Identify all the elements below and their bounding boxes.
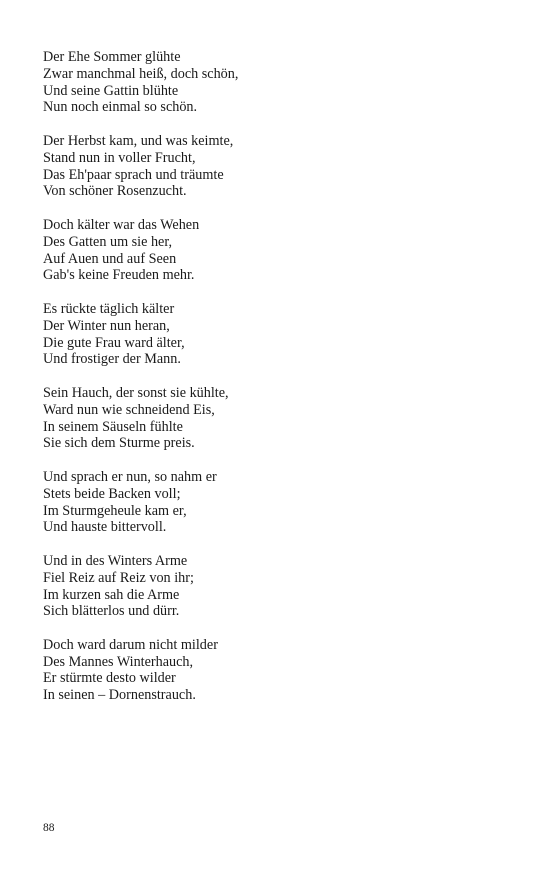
poem-line: Und sprach er nun, so nahm er: [43, 468, 217, 485]
stanza: [43, 469, 503, 536]
stanza: [43, 637, 503, 704]
stanza: [43, 217, 503, 284]
poem-line: Sie sich dem Sturme preis.: [43, 435, 195, 452]
stanza: [43, 301, 503, 368]
poem-line: Er stürmte desto wilder: [43, 670, 176, 687]
stanza: [43, 133, 503, 200]
poem-line: Im Sturmgeheule kam er,: [43, 502, 187, 519]
poem-line: Und frostiger der Mann.: [43, 351, 181, 368]
poem-line: In seinem Säuseln fühlte: [43, 418, 183, 435]
poem-line: Das Eh'paar sprach und träumte: [43, 166, 224, 183]
poem-line: Der Herbst kam, und was keimte,: [43, 132, 234, 149]
poem-line: Die gute Frau ward älter,: [43, 334, 185, 351]
poem-line: Ward nun wie schneidend Eis,: [43, 401, 215, 418]
poem-line: Fiel Reiz auf Reiz von ihr;: [43, 569, 194, 586]
poem-line: In seinen – Dornenstrauch.: [43, 687, 196, 704]
stanza: [43, 49, 503, 116]
poem-line: Der Ehe Sommer glühte: [43, 49, 181, 65]
poem-line: Sich blätterlos und dürr.: [43, 603, 180, 620]
poem-line: Der Winter nun heran,: [43, 317, 170, 334]
poem-line: Es rückte täglich kälter: [43, 300, 175, 317]
poem-line: Und hauste bittervoll.: [43, 519, 167, 536]
poem: [43, 49, 503, 721]
poem-line: Nun noch einmal so schön.: [43, 99, 198, 116]
stanza: [43, 385, 503, 452]
page-number: 88: [43, 822, 55, 834]
poem-line: Gab's keine Freuden mehr.: [43, 267, 195, 284]
stanza: [43, 553, 503, 620]
poem-line: Doch kälter war das Wehen: [43, 216, 200, 233]
poem-line: Doch ward darum nicht milder: [43, 636, 218, 653]
poem-line: Und in des Winters Arme: [43, 552, 188, 569]
poem-line: Und seine Gattin blühte: [43, 82, 179, 99]
poem-line: Des Gatten um sie her,: [43, 233, 173, 250]
poem-line: Stets beide Backen voll;: [43, 485, 181, 502]
poem-line: Im kurzen sah die Arme: [43, 586, 180, 603]
poem-line: Stand nun in voller Frucht,: [43, 149, 196, 166]
poem-line: Zwar manchmal heiß, doch schön,: [43, 65, 239, 82]
poem-line: Des Mannes Winterhauch,: [43, 653, 194, 670]
poem-line: Auf Auen und auf Seen: [43, 250, 177, 267]
poem-line: Sein Hauch, der sonst sie kühlte,: [43, 384, 229, 401]
poem-line: Von schöner Rosenzucht.: [43, 183, 187, 200]
